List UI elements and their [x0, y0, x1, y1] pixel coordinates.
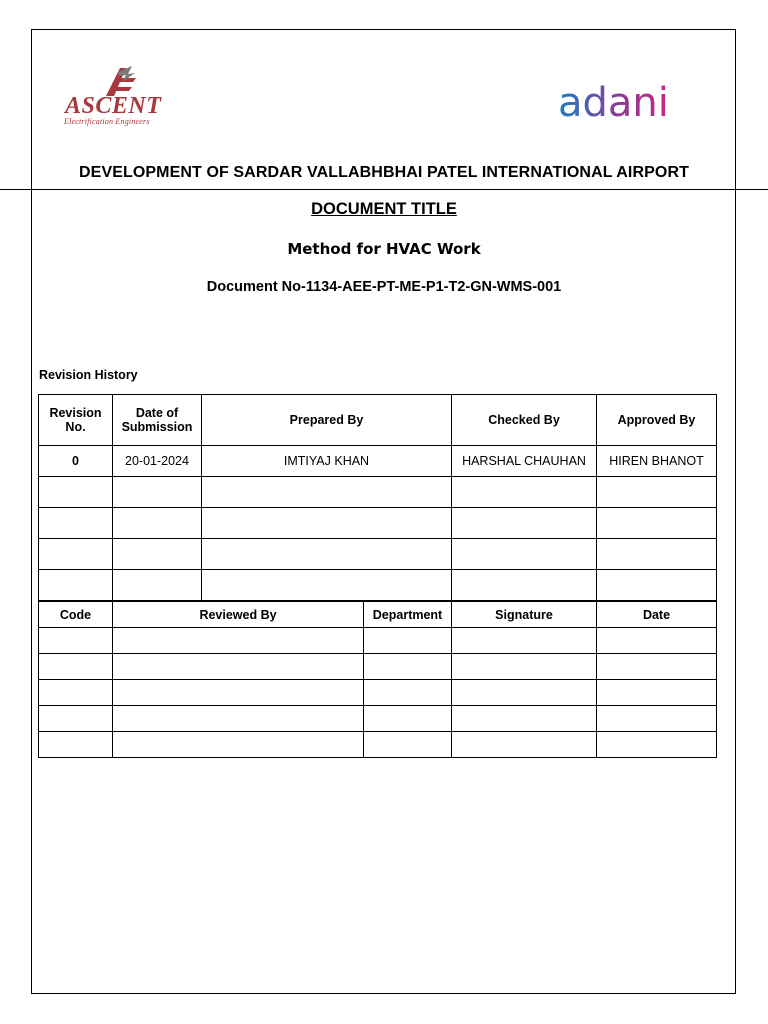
- table-row: [39, 508, 717, 539]
- header-department: Department: [364, 602, 452, 628]
- revision-table-header: [39, 395, 717, 446]
- header-approved-by: Approved By: [597, 395, 717, 446]
- table-cell: [39, 477, 113, 508]
- table-row: [39, 477, 717, 508]
- table-cell: HIREN BHANOT: [597, 446, 717, 477]
- table-cell: [113, 654, 364, 680]
- table-row: [39, 446, 717, 477]
- table-cell: [597, 628, 717, 654]
- revision-history-label: Revision History: [39, 368, 138, 382]
- table-cell: [364, 628, 452, 654]
- header-reviewed-by: Reviewed By: [113, 602, 364, 628]
- table-cell: [364, 706, 452, 732]
- table-cell: [597, 654, 717, 680]
- ascent-logo: [58, 64, 194, 130]
- table-row: [39, 654, 717, 680]
- header-date-of-submission: Date of Submission: [113, 395, 202, 446]
- header-revision-no: Revision No.: [39, 395, 113, 446]
- table-cell: [39, 680, 113, 706]
- table-row: [39, 539, 717, 570]
- table-cell: [597, 706, 717, 732]
- table-row: [39, 628, 717, 654]
- table-cell: [39, 654, 113, 680]
- table-cell: [113, 732, 364, 758]
- table-cell: [39, 539, 113, 570]
- table-cell: [39, 508, 113, 539]
- table-cell: [452, 477, 597, 508]
- document-number: Document No-1134-AEE-PT-ME-P1-T2-GN-WMS-001: [206, 279, 562, 295]
- review-table-header: [39, 602, 717, 628]
- table-cell: [202, 477, 452, 508]
- table-cell: [39, 570, 113, 601]
- table-cell: HARSHAL CHAUHAN: [452, 446, 597, 477]
- ascent-logo-tagline: Electrification Engineers: [64, 117, 150, 126]
- table-cell: [202, 570, 452, 601]
- table-row: [39, 570, 717, 601]
- header-checked-by: Checked By: [452, 395, 597, 446]
- table-cell: [452, 628, 597, 654]
- table-cell: [452, 539, 597, 570]
- header-divider: [0, 189, 768, 190]
- table-cell: [113, 539, 202, 570]
- table-cell: [452, 706, 597, 732]
- review-table: [38, 601, 717, 758]
- table-cell: [364, 680, 452, 706]
- header-code: Code: [39, 602, 113, 628]
- table-row: [39, 680, 717, 706]
- table-cell: [39, 732, 113, 758]
- table-cell: 0: [39, 446, 113, 477]
- table-cell: [39, 628, 113, 654]
- table-cell: [202, 508, 452, 539]
- revision-table: [38, 394, 717, 601]
- table-cell: [113, 680, 364, 706]
- table-cell: [597, 477, 717, 508]
- table-cell: IMTIYAJ KHAN: [202, 446, 452, 477]
- table-cell: [364, 732, 452, 758]
- table-cell: [113, 628, 364, 654]
- table-cell: [597, 732, 717, 758]
- table-cell: [597, 508, 717, 539]
- table-cell: [113, 570, 202, 601]
- table-cell: [39, 706, 113, 732]
- table-cell: [113, 706, 364, 732]
- table-row: [39, 706, 717, 732]
- adani-logo-text: adani: [558, 80, 669, 126]
- table-cell: [452, 732, 597, 758]
- table-cell: [597, 680, 717, 706]
- header-signature: Signature: [452, 602, 597, 628]
- method-title: Method for HVAC Work: [287, 240, 481, 258]
- table-cell: [597, 539, 717, 570]
- document-title-label: DOCUMENT TITLE: [311, 200, 457, 218]
- table-cell: [452, 680, 597, 706]
- adani-logo: [556, 76, 701, 126]
- table-cell: [452, 508, 597, 539]
- header-date: Date: [597, 602, 717, 628]
- header-prepared-by: Prepared By: [202, 395, 452, 446]
- table-cell: [202, 539, 452, 570]
- table-cell: [452, 570, 597, 601]
- table-cell: [452, 654, 597, 680]
- table-cell: [364, 654, 452, 680]
- ascent-logo-text: ASCENT: [65, 93, 162, 119]
- table-cell: 20-01-2024: [113, 446, 202, 477]
- project-title: DEVELOPMENT OF SARDAR VALLABHBHAI PATEL INTERNATIONAL AIRPORT: [79, 164, 689, 181]
- table-cell: [597, 570, 717, 601]
- table-row: [39, 732, 717, 758]
- table-cell: [113, 508, 202, 539]
- table-cell: [113, 477, 202, 508]
